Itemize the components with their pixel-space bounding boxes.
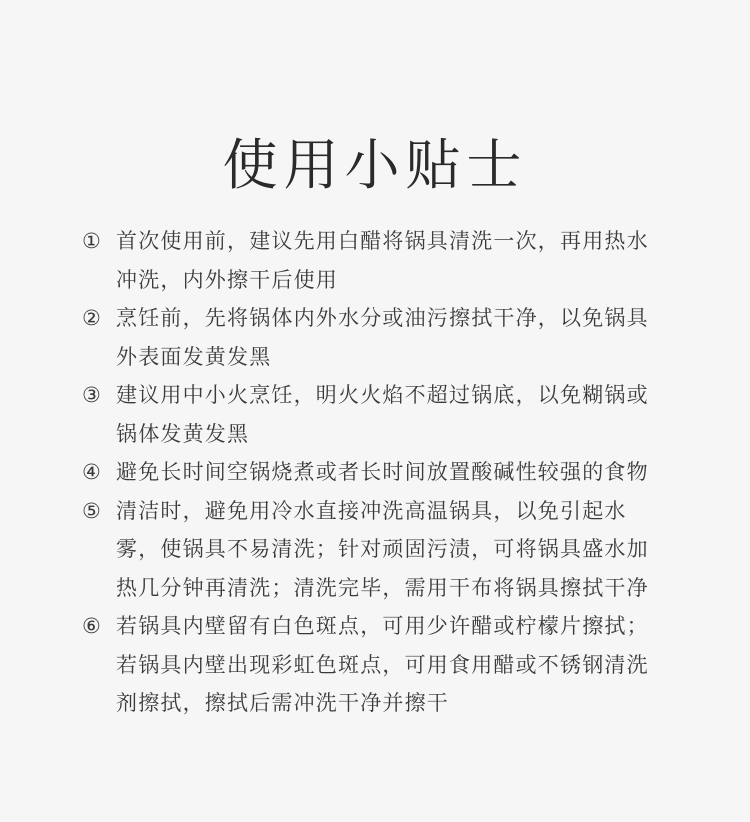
page-title: 使用小贴士: [222, 132, 528, 197]
tip-text: 避免长时间空锅烧煮或者长时间放置酸碱性较强的食物: [116, 460, 649, 484]
list-item: [82, 607, 662, 723]
tip-number: ⑥: [82, 614, 103, 638]
tip-number: ①: [82, 229, 103, 253]
tip-text: 建议用中小火烹饪，明火火焰不超过锅底，以免糊锅或锅体发黄发黑: [116, 383, 649, 446]
list-item: [82, 492, 662, 608]
tip-text: 首次使用前，建议先用白醋将锅具清洗一次，再用热水冲洗，内外擦干后使用: [116, 229, 649, 292]
tip-text: 烹饪前，先将锅体内外水分或油污擦拭干净，以免锅具外表面发黄发黑: [116, 306, 649, 369]
tip-text: 清洁时，避免用冷水直接冲洗高温锅具，以免引起水雾，使锅具不易清洗；针对顽固污渍，可将锅具盛水加热几分钟再清洗；清洗完毕，需用干布将锅具擦拭干净: [116, 498, 649, 600]
list-item: [82, 222, 662, 299]
list-item: [82, 376, 662, 453]
list-item: [82, 299, 662, 376]
tip-number: ②: [82, 306, 103, 330]
tip-number: ③: [82, 383, 103, 407]
tip-number: ④: [82, 460, 103, 484]
tip-text: 若锅具内壁留有白色斑点，可用少许醋或柠檬片擦拭；若锅具内壁出现彩虹色斑点，可用食用醋或不锈钢清洗剂擦拭，擦拭后需冲洗干净并擦干: [116, 614, 649, 715]
tip-number: ⑤: [82, 498, 103, 523]
list-item: [82, 453, 662, 492]
tips-list: [82, 222, 662, 723]
